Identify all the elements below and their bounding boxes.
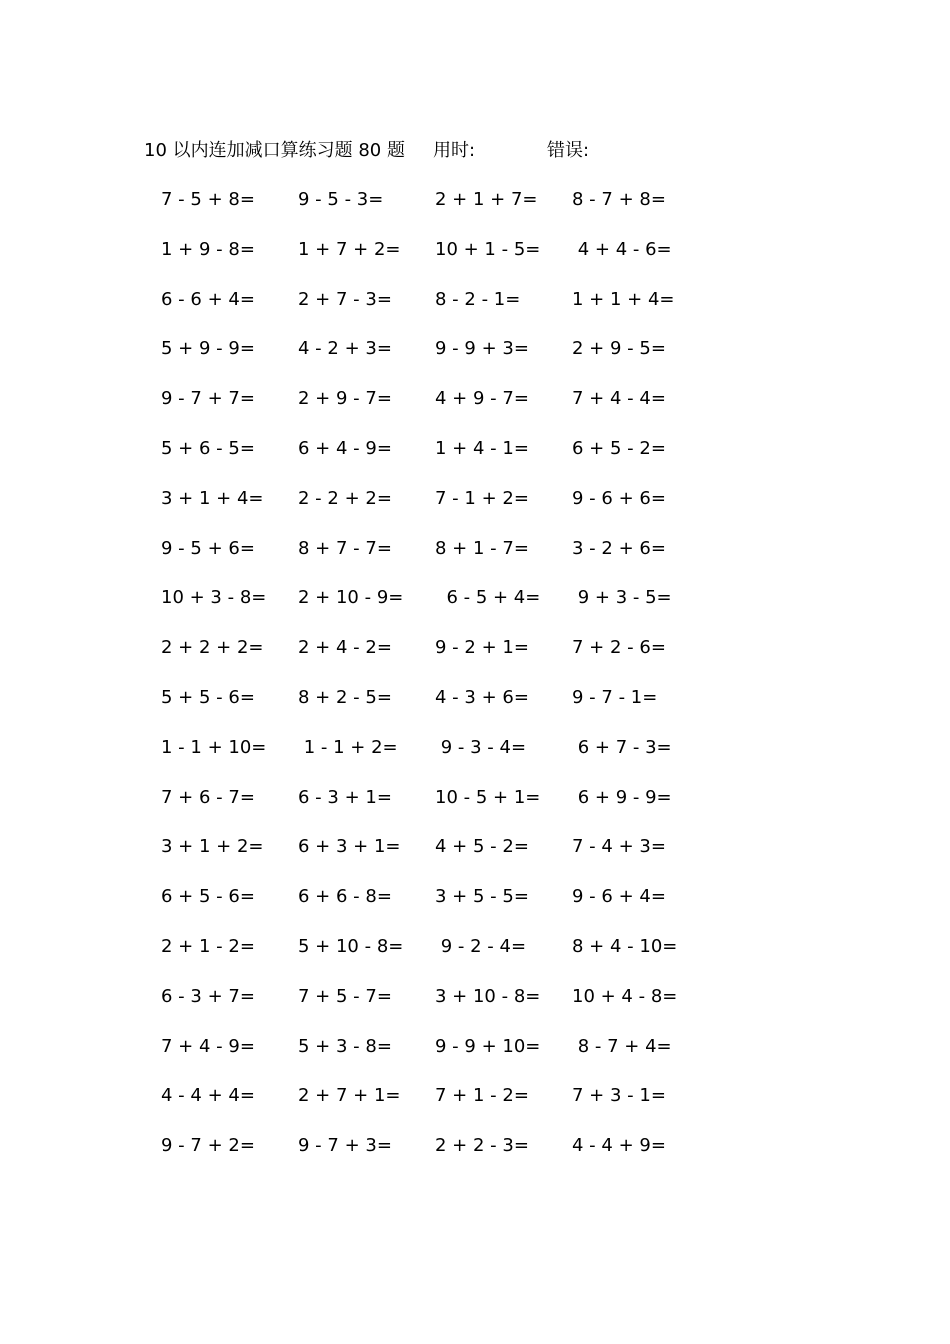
- problem-item: 9 - 6 + 6=: [572, 487, 666, 509]
- problem-item: 2 + 2 - 3=: [435, 1135, 529, 1157]
- problem-item: 2 + 4 - 2=: [298, 637, 392, 659]
- problem-row: [150, 381, 690, 431]
- problem-item: 5 + 3 - 8=: [298, 1035, 392, 1057]
- problem-item: 6 + 7 - 3=: [572, 736, 672, 758]
- problem-row: [150, 630, 690, 680]
- problem-item: 9 - 7 + 2=: [161, 1135, 255, 1157]
- problem-item: 9 - 7 + 3=: [298, 1135, 392, 1157]
- problem-item: 6 - 3 + 7=: [161, 985, 255, 1007]
- problem-grid: [150, 182, 690, 1178]
- problem-item: 4 - 4 + 4=: [161, 1085, 255, 1107]
- problem-item: 10 + 3 - 8=: [161, 587, 267, 609]
- problem-row: [150, 730, 690, 780]
- problem-row: [150, 1078, 690, 1128]
- problem-item: 9 - 9 + 10=: [435, 1035, 541, 1057]
- problem-item: 2 + 2 + 2=: [161, 637, 264, 659]
- problem-item: 1 - 1 + 2=: [298, 736, 398, 758]
- problem-row: [150, 1029, 690, 1079]
- problem-row: [150, 331, 690, 381]
- problem-row: [150, 1128, 690, 1178]
- worksheet-title: 10 以内连加减口算练习题 80 题: [144, 140, 405, 161]
- problem-item: 6 + 3 + 1=: [298, 836, 401, 858]
- problem-item: 4 + 5 - 2=: [435, 836, 529, 858]
- problem-item: 2 + 10 - 9=: [298, 587, 404, 609]
- problem-item: 2 + 9 - 7=: [298, 388, 392, 410]
- problem-item: 9 + 3 - 5=: [572, 587, 672, 609]
- problem-row: [150, 780, 690, 830]
- problem-row: [150, 979, 690, 1029]
- problem-item: 7 - 5 + 8=: [161, 189, 255, 210]
- problem-item: 9 - 5 - 3=: [298, 189, 384, 210]
- problem-item: 7 + 3 - 1=: [572, 1085, 666, 1107]
- problem-item: 8 + 7 - 7=: [298, 537, 392, 559]
- problem-item: 6 - 3 + 1=: [298, 786, 392, 808]
- problem-item: 5 + 10 - 8=: [298, 935, 404, 957]
- problem-item: 2 + 1 + 7=: [435, 189, 538, 210]
- problem-item: 2 + 7 + 1=: [298, 1085, 401, 1107]
- problem-item: 6 - 6 + 4=: [161, 288, 255, 310]
- problem-row: [150, 431, 690, 481]
- problem-item: 1 + 9 - 8=: [161, 238, 255, 260]
- problem-item: 1 + 7 + 2=: [298, 238, 401, 260]
- problem-item: 6 + 4 - 9=: [298, 437, 392, 459]
- problem-item: 6 + 6 - 8=: [298, 886, 392, 908]
- problem-item: 2 - 2 + 2=: [298, 487, 392, 509]
- problem-row: [150, 680, 690, 730]
- problem-item: 3 + 1 + 4=: [161, 487, 264, 509]
- problem-row: [150, 829, 690, 879]
- problem-item: 8 - 7 + 4=: [572, 1035, 672, 1057]
- problem-row: [150, 282, 690, 332]
- problem-item: 5 + 5 - 6=: [161, 686, 255, 708]
- time-label: 用时:: [433, 140, 476, 161]
- problem-item: 9 - 3 - 4=: [435, 736, 527, 758]
- problem-item: 3 + 1 + 2=: [161, 836, 264, 858]
- problem-item: 9 - 6 + 4=: [572, 886, 666, 908]
- problem-item: 7 - 1 + 2=: [435, 487, 529, 509]
- problem-item: 8 - 7 + 8=: [572, 189, 666, 210]
- worksheet-header: [144, 136, 664, 166]
- problem-item: 4 - 3 + 6=: [435, 686, 529, 708]
- problem-item: 7 + 4 - 4=: [572, 388, 666, 410]
- problem-item: 4 - 4 + 9=: [572, 1135, 666, 1157]
- problem-item: 7 + 4 - 9=: [161, 1035, 255, 1057]
- problem-item: 7 + 1 - 2=: [435, 1085, 529, 1107]
- problem-item: 6 - 5 + 4=: [435, 587, 541, 609]
- problem-item: 6 + 5 - 6=: [161, 886, 255, 908]
- problem-item: 9 - 7 + 7=: [161, 388, 255, 410]
- problem-item: 5 + 9 - 9=: [161, 338, 255, 360]
- problem-item: 3 + 5 - 5=: [435, 886, 529, 908]
- problem-item: 3 - 2 + 6=: [572, 537, 666, 559]
- problem-item: 9 - 7 - 1=: [572, 686, 658, 708]
- problem-item: 6 + 9 - 9=: [572, 786, 672, 808]
- problem-row: [150, 929, 690, 979]
- problem-item: 8 + 4 - 10=: [572, 935, 678, 957]
- problem-item: 2 + 7 - 3=: [298, 288, 392, 310]
- problem-item: 7 + 6 - 7=: [161, 786, 255, 808]
- problem-item: 10 + 4 - 8=: [572, 985, 678, 1007]
- problem-row: [150, 879, 690, 929]
- problem-item: 7 - 4 + 3=: [572, 836, 666, 858]
- problem-row: [150, 182, 690, 232]
- problem-item: 6 + 5 - 2=: [572, 437, 666, 459]
- error-label: 错误:: [547, 140, 590, 161]
- problem-item: 9 - 9 + 3=: [435, 338, 529, 360]
- problem-item: 10 - 5 + 1=: [435, 786, 541, 808]
- problem-item: 4 + 9 - 7=: [435, 388, 529, 410]
- problem-row: [150, 531, 690, 581]
- problem-item: 9 - 5 + 6=: [161, 537, 255, 559]
- problem-item: 9 - 2 + 1=: [435, 637, 529, 659]
- problem-row: [150, 580, 690, 630]
- problem-item: 1 - 1 + 10=: [161, 736, 267, 758]
- problem-item: 4 - 2 + 3=: [298, 338, 392, 360]
- problem-item: 5 + 6 - 5=: [161, 437, 255, 459]
- problem-item: 3 + 10 - 8=: [435, 985, 541, 1007]
- problem-item: 1 + 4 - 1=: [435, 437, 529, 459]
- problem-item: 7 + 5 - 7=: [298, 985, 392, 1007]
- problem-item: 9 - 2 - 4=: [435, 935, 527, 957]
- problem-row: [150, 232, 690, 282]
- problem-item: 2 + 1 - 2=: [161, 935, 255, 957]
- problem-item: 4 + 4 - 6=: [572, 238, 672, 260]
- problem-item: 10 + 1 - 5=: [435, 238, 541, 260]
- problem-item: 8 - 2 - 1=: [435, 288, 521, 310]
- problem-item: 8 + 2 - 5=: [298, 686, 392, 708]
- problem-row: [150, 481, 690, 531]
- problem-item: 8 + 1 - 7=: [435, 537, 529, 559]
- problem-item: 7 + 2 - 6=: [572, 637, 666, 659]
- problem-item: 2 + 9 - 5=: [572, 338, 666, 360]
- problem-item: 1 + 1 + 4=: [572, 288, 675, 310]
